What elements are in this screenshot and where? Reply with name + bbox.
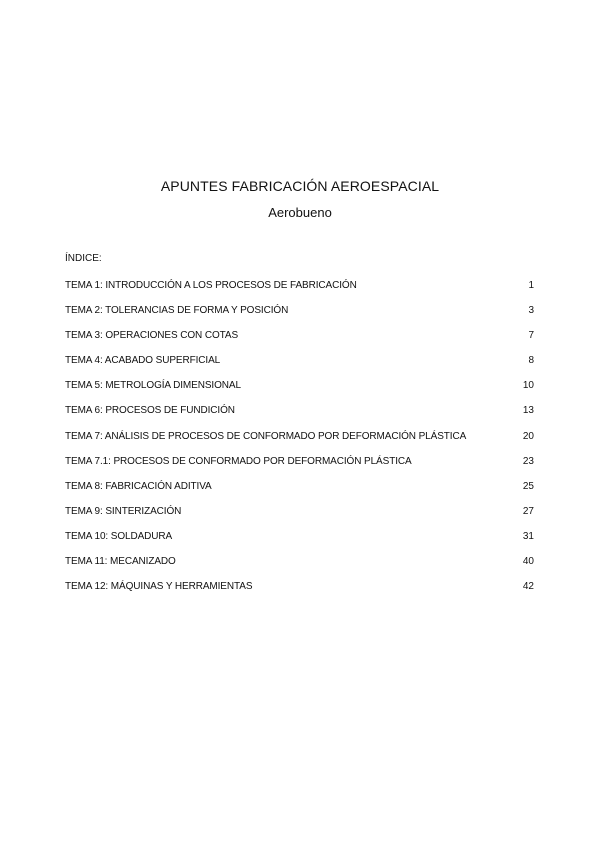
toc-entry[interactable] <box>65 380 534 405</box>
toc-entry-title: TEMA 11: MECANIZADO <box>65 556 176 568</box>
toc-entry-title: TEMA 3: OPERACIONES CON COTAS <box>65 330 239 342</box>
toc-entry-title: TEMA 7: ANÁLISIS DE PROCESOS DE CONFORMADO POR DEFORMACIÓN PLÁSTICA <box>65 430 467 442</box>
toc-entry-page: 8 <box>528 355 534 367</box>
toc-entry-title: TEMA 8: FABRICACIÓN ADITIVA <box>65 480 212 492</box>
toc-entry[interactable] <box>65 405 534 430</box>
toc-entry-title: TEMA 9: SINTERIZACIÓN <box>65 505 182 517</box>
toc-entry-page: 23 <box>522 455 534 467</box>
toc-entry-page: 25 <box>522 480 534 492</box>
toc-entry-page: 31 <box>522 530 534 542</box>
toc-entry-page: 13 <box>522 405 534 417</box>
toc-entry-title: TEMA 4: ACABADO SUPERFICIAL <box>65 355 221 367</box>
toc-entry-title: TEMA 2: TOLERANCIAS DE FORMA Y POSICIÓN <box>65 305 289 317</box>
toc-entry-page: 20 <box>522 430 534 442</box>
toc-entry-page: 27 <box>522 505 534 517</box>
toc-entry[interactable] <box>65 305 534 330</box>
toc-entry-page: 7 <box>528 330 534 342</box>
toc-entry-title: TEMA 12: MÁQUINAS Y HERRAMIENTAS <box>65 581 253 593</box>
index-heading: ÍNDICE: <box>65 253 102 264</box>
document-author: Aerobueno <box>268 205 332 220</box>
toc-entry-page: 10 <box>522 380 534 392</box>
toc-entry-page: 42 <box>522 581 534 593</box>
toc-entry-title: TEMA 5: METROLOGÍA DIMENSIONAL <box>65 380 241 392</box>
toc-entry[interactable] <box>65 431 534 456</box>
toc-entry-page: 40 <box>522 556 534 568</box>
toc-entry[interactable] <box>65 481 534 506</box>
toc-entry[interactable] <box>65 581 534 606</box>
toc-entry-title: TEMA 7.1: PROCESOS DE CONFORMADO POR DEFORMACIÓN PLÁSTICA <box>65 455 412 467</box>
toc-entry[interactable] <box>65 456 534 481</box>
toc-entry-page: 1 <box>528 280 534 291</box>
toc-entry[interactable] <box>65 556 534 581</box>
toc-entry-title: TEMA 10: SOLDADURA <box>65 530 173 542</box>
toc-entry[interactable] <box>65 506 534 531</box>
toc-entry-page: 3 <box>528 305 534 317</box>
toc-entry-title: TEMA 6: PROCESOS DE FUNDICIÓN <box>65 405 235 417</box>
toc-entry[interactable] <box>65 531 534 556</box>
toc-entry[interactable] <box>65 355 534 380</box>
toc-entry[interactable] <box>65 330 534 355</box>
toc-entry-title: TEMA 1: INTRODUCCIÓN A LOS PROCESOS DE FABRICACIÓN <box>65 280 357 291</box>
table-of-contents <box>65 280 534 606</box>
document-title: APUNTES FABRICACIÓN AEROESPACIAL <box>160 178 440 194</box>
toc-entry[interactable] <box>65 280 534 305</box>
